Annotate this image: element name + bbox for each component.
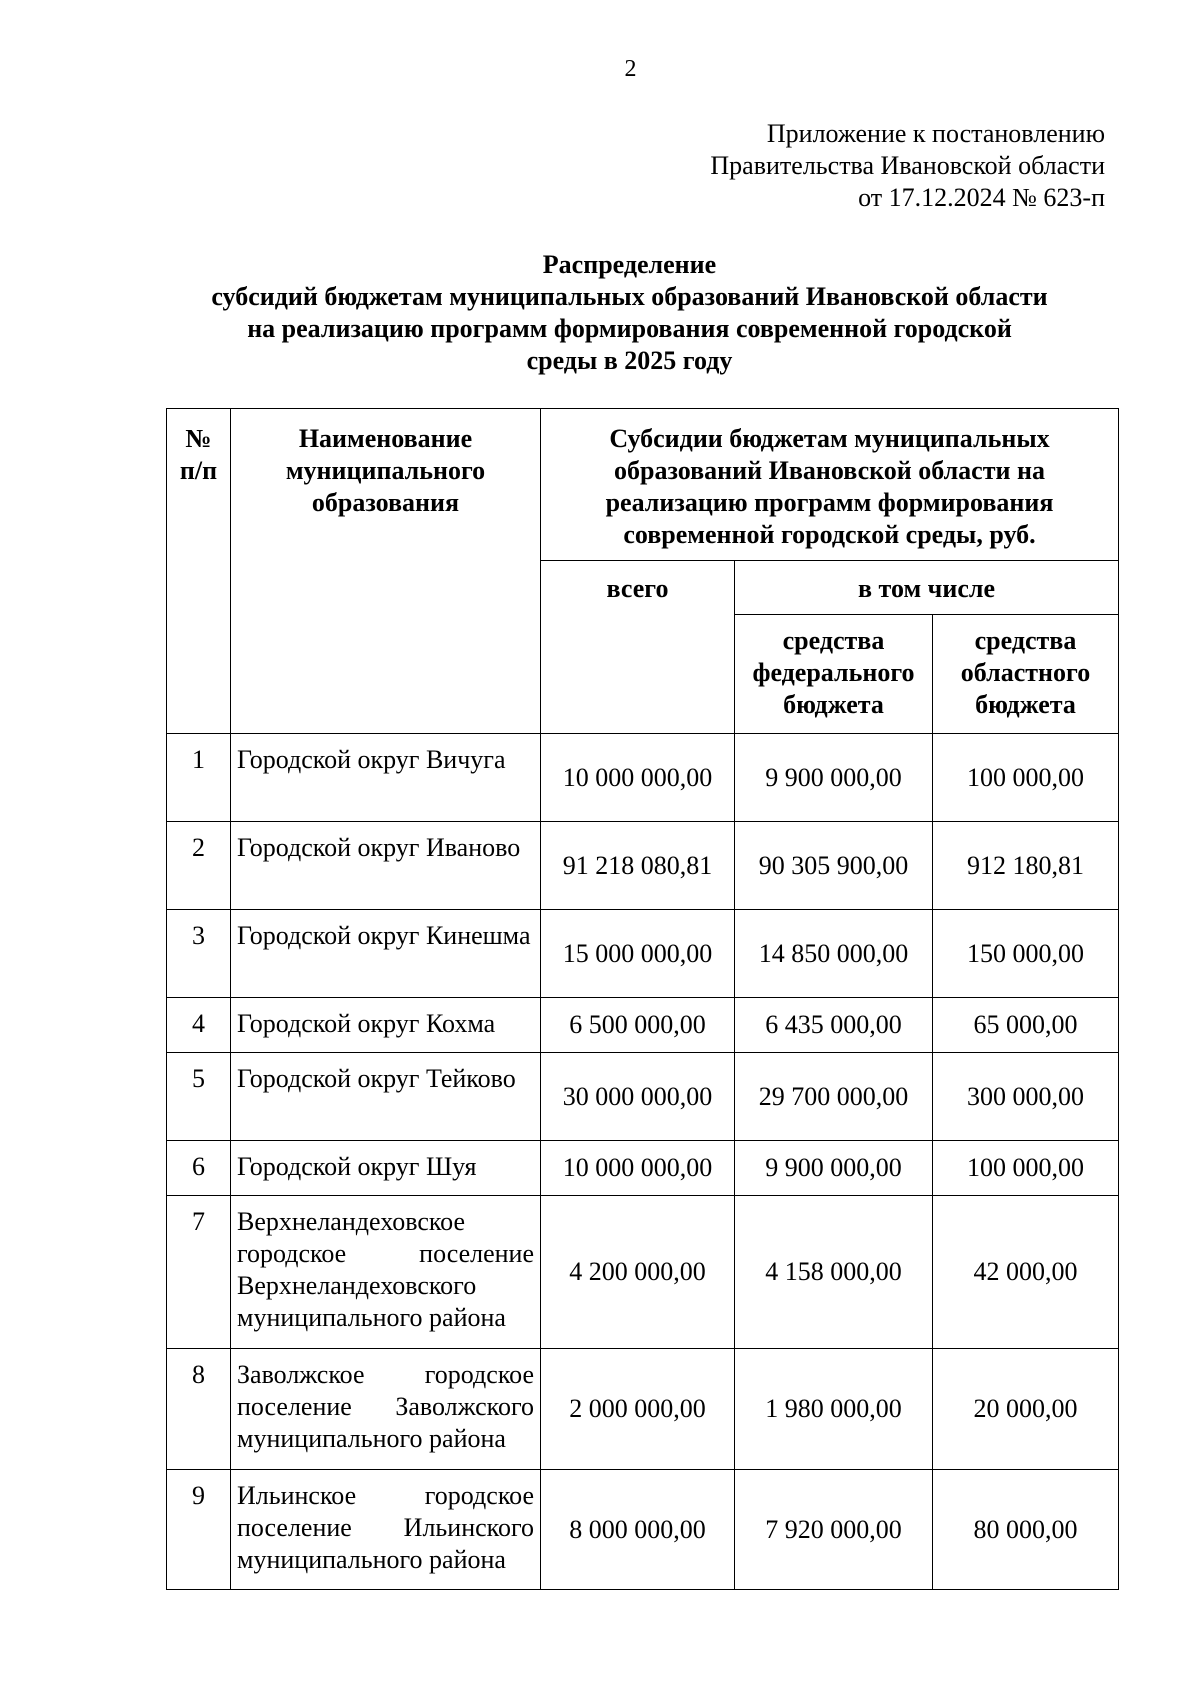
title-line-4: среды в 2025 году	[526, 346, 733, 375]
row-total: 2 000 000,00	[541, 1349, 735, 1470]
table-row	[167, 822, 1119, 910]
row-number: 5	[167, 1053, 231, 1141]
appendix-line-1: Приложение к постановлению	[766, 119, 1105, 148]
table-row	[167, 1141, 1119, 1196]
row-regional: 300 000,00	[933, 1053, 1119, 1141]
row-regional: 20 000,00	[933, 1349, 1119, 1470]
row-total: 4 200 000,00	[541, 1196, 735, 1349]
row-federal: 90 305 900,00	[735, 822, 933, 910]
row-regional: 912 180,81	[933, 822, 1119, 910]
row-number: 3	[167, 910, 231, 998]
row-number: 4	[167, 998, 231, 1053]
row-municipality: Городской округ Иваново	[231, 822, 541, 910]
row-number: 6	[167, 1141, 231, 1196]
title-line-1: Распределение	[542, 250, 717, 279]
appendix-line-2: Правительства Ивановской области	[710, 151, 1105, 180]
row-regional: 100 000,00	[933, 1141, 1119, 1196]
row-total: 91 218 080,81	[541, 822, 735, 910]
document-title	[152, 249, 1107, 377]
row-federal: 1 980 000,00	[735, 1349, 933, 1470]
row-municipality: Ильинское городское поселение Ильинского муниципального района	[231, 1470, 541, 1590]
row-total: 15 000 000,00	[541, 910, 735, 998]
row-municipality: Верхнеландеховское городское поселение Верхнеландеховского муниципального района	[231, 1196, 541, 1349]
title-line-3: на реализацию программ формирования современной городской	[247, 314, 1012, 343]
table-row	[167, 998, 1119, 1053]
row-total: 8 000 000,00	[541, 1470, 735, 1590]
row-regional: 65 000,00	[933, 998, 1119, 1053]
row-total: 6 500 000,00	[541, 998, 735, 1053]
row-municipality: Городской округ Вичуга	[231, 734, 541, 822]
header-including: в том числе	[735, 561, 1119, 615]
row-municipality: Городской округ Кохма	[231, 998, 541, 1053]
row-federal: 29 700 000,00	[735, 1053, 933, 1141]
row-municipality: Городской округ Шуя	[231, 1141, 541, 1196]
row-number: 7	[167, 1196, 231, 1349]
row-federal: 4 158 000,00	[735, 1196, 933, 1349]
row-number: 1	[167, 734, 231, 822]
table-row	[167, 1349, 1119, 1470]
header-regional: средства областного бюджета	[933, 615, 1119, 734]
row-number: 2	[167, 822, 231, 910]
row-regional: 80 000,00	[933, 1470, 1119, 1590]
header-name: Наименование муниципального образования	[231, 409, 541, 734]
title-line-2: субсидий бюджетам муниципальных образований Ивановской области	[211, 282, 1048, 311]
row-federal: 6 435 000,00	[735, 998, 933, 1053]
table-row	[167, 734, 1119, 822]
row-federal: 7 920 000,00	[735, 1470, 933, 1590]
header-no: № п/п	[167, 409, 231, 734]
row-number: 9	[167, 1470, 231, 1590]
header-total: всего	[541, 561, 735, 734]
table-header	[167, 409, 1119, 734]
row-total: 30 000 000,00	[541, 1053, 735, 1141]
table-body	[167, 734, 1119, 1590]
table-row	[167, 1053, 1119, 1141]
row-federal: 14 850 000,00	[735, 910, 933, 998]
table-row	[167, 1196, 1119, 1349]
row-federal: 9 900 000,00	[735, 734, 933, 822]
header-federal: средства федерального бюджета	[735, 615, 933, 734]
row-number: 8	[167, 1349, 231, 1470]
header-subsidy: Субсидии бюджетам муниципальных образований Ивановской области на реализацию программ формирования современной городской среды, руб.	[541, 409, 1119, 561]
subsidy-table	[166, 408, 1119, 1590]
row-regional: 100 000,00	[933, 734, 1119, 822]
row-regional: 42 000,00	[933, 1196, 1119, 1349]
row-municipality: Заволжское городское поселение Заволжского муниципального района	[231, 1349, 541, 1470]
page-number: 2	[624, 56, 637, 82]
row-total: 10 000 000,00	[541, 734, 735, 822]
appendix-note	[710, 118, 1105, 214]
row-federal: 9 900 000,00	[735, 1141, 933, 1196]
row-municipality: Городской округ Тейково	[231, 1053, 541, 1141]
table-row	[167, 1470, 1119, 1590]
row-regional: 150 000,00	[933, 910, 1119, 998]
table-row	[167, 910, 1119, 998]
row-municipality: Городской округ Кинешма	[231, 910, 541, 998]
appendix-line-3: от 17.12.2024 № 623-п	[858, 183, 1105, 212]
row-total: 10 000 000,00	[541, 1141, 735, 1196]
